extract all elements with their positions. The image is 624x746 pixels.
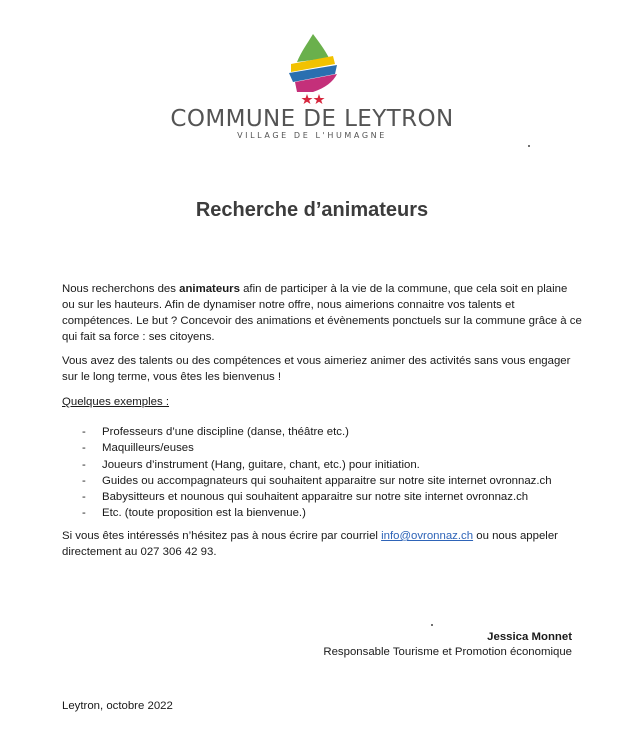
list-item	[62, 489, 552, 505]
signatory-name: Jessica Monnet	[487, 631, 572, 643]
list-bullet: -	[82, 491, 86, 504]
brand-tagline: VILLAGE DE L'HUMAGNE	[237, 131, 387, 140]
examples-heading: Quelques exemples :	[62, 396, 170, 408]
list-item-text: Guides ou accompagnateurs qui souhaitent apparaitre sur notre site internet ovronnaz.ch	[102, 474, 552, 487]
contact-paragraph	[62, 528, 582, 560]
page-title: Recherche d’animateurs	[195, 199, 429, 221]
stray-dot-mark	[431, 624, 433, 626]
list-item	[62, 473, 552, 489]
commune-de-leytron-logo	[283, 32, 343, 104]
list-item-text: Maquilleurs/euses	[102, 442, 194, 455]
list-bullet: -	[82, 426, 86, 438]
list-bullet: -	[82, 474, 86, 487]
intro-bold-word: animateurs	[179, 283, 240, 295]
email-link[interactable]: info@ovronnaz.ch	[381, 530, 474, 542]
intro-text-start: Nous recherchons des	[62, 283, 180, 295]
talents-paragraph: Vous avez des talents ou des compétences et vous aimeriez animer des activités sans vous engager sur le long terme, vous êtes les bienvenus !	[62, 355, 571, 383]
list-item-text: Professeurs d’une discipline (danse, théâtre etc.)	[102, 426, 349, 438]
list-item-text: Babysitteurs et nounous qui souhaitent apparaitre sur notre site internet ovronnaz.ch	[102, 491, 529, 504]
list-bullet: -	[82, 442, 86, 455]
list-item	[62, 440, 552, 456]
examples-list	[62, 424, 552, 522]
intro-paragraph	[62, 281, 582, 345]
list-item	[62, 505, 552, 521]
brand-name: COMMUNE DE LEYTRON	[170, 106, 454, 132]
logo-star-right	[313, 94, 324, 104]
list-item	[62, 424, 552, 440]
logo-star-left	[301, 94, 312, 104]
list-item-text: Joueurs d’instrument (Hang, guitare, chant, etc.) pour initiation.	[102, 458, 420, 471]
signatory-role: Responsable Tourisme et Promotion économique	[323, 646, 572, 658]
list-item	[62, 457, 552, 473]
list-item-text: Etc. (toute proposition est la bienvenue.)	[102, 507, 306, 520]
stray-dot-mark	[528, 145, 530, 147]
list-bullet: -	[82, 458, 86, 471]
list-bullet: -	[82, 507, 86, 520]
place-date: Leytron, octobre 2022	[62, 700, 173, 712]
intro-text-end: afin de participer à la vie de la commune, que cela soit en plaine ou sur les hauteurs. Afin de dynamiser notre offre, nous aimerions connaitre vos talents et compétences. Le but ? Concevoir des animations et évènements ponctuels sur la commune grâce à ce qui fait sa force : ses citoyens.	[62, 283, 582, 343]
contact-text-end: ou nous appeler directement au 027 306 42 93.	[62, 530, 558, 558]
contact-text-start: Si vous êtes intéressés n’hésitez pas à nous écrire par courriel	[62, 530, 382, 542]
